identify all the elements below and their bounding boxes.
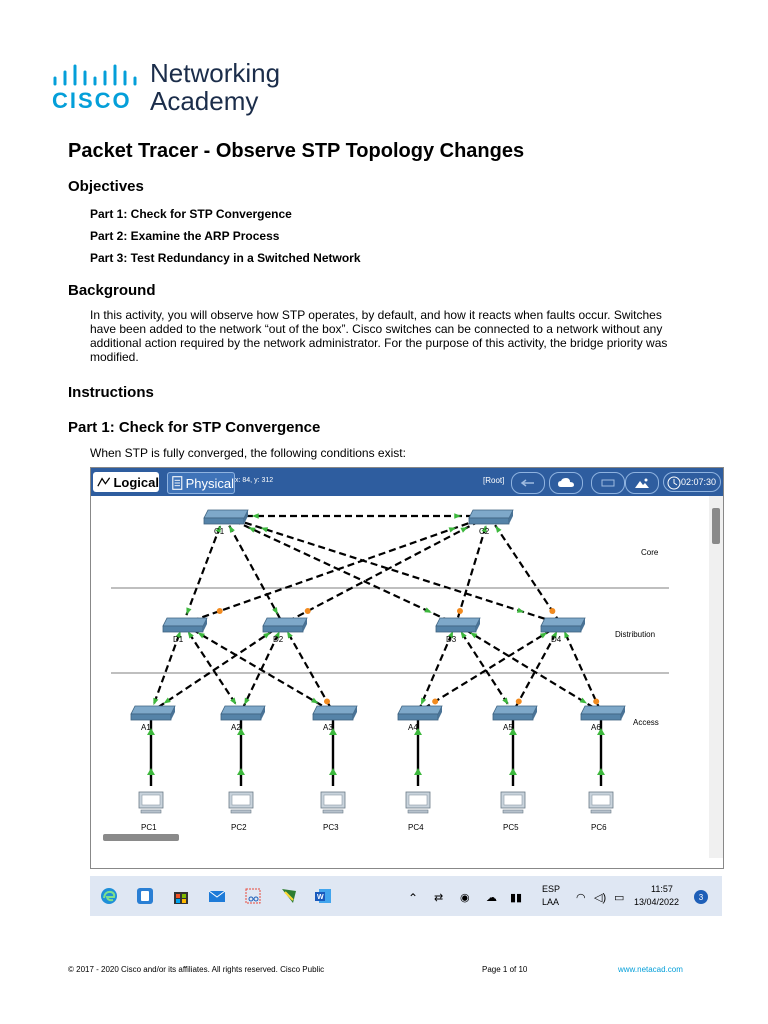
notification-count: 3 — [698, 892, 704, 902]
forwarding-port-marker — [414, 768, 422, 775]
store-icon[interactable] — [170, 885, 192, 907]
pc-3[interactable] — [321, 792, 345, 832]
wifi-icon[interactable]: ◠ — [576, 892, 586, 904]
forwarding-port-marker — [597, 768, 605, 775]
link-d1-a3 — [183, 624, 333, 712]
edge-icon[interactable] — [98, 885, 120, 907]
cisco-bars-icon — [52, 64, 144, 86]
pc-1[interactable] — [139, 792, 163, 832]
show-hidden-icons-chevron-icon[interactable]: ⌃ — [408, 891, 419, 905]
logo-academy: Academy — [150, 86, 259, 116]
blank-button[interactable] — [591, 472, 625, 494]
background-line-4: modified. — [90, 350, 139, 364]
snipping-tool-icon[interactable] — [242, 885, 264, 907]
meter-icon[interactable]: ▮▮ — [510, 892, 523, 904]
language-bottom[interactable]: LAA — [542, 897, 560, 907]
objective-part-3: Part 3: Test Redundancy in a Switched Network — [90, 251, 361, 265]
logical-label: Logical — [113, 474, 159, 490]
forwarding-port-marker — [198, 633, 205, 639]
forwarding-port-marker — [421, 698, 426, 705]
switch-label: D2 — [273, 635, 284, 644]
switch-d1[interactable] — [163, 618, 207, 644]
layer-label-core: Core — [641, 548, 659, 557]
switch-d4[interactable] — [541, 618, 585, 644]
pc-6[interactable] — [589, 792, 613, 832]
root-label: [Root] — [483, 476, 505, 485]
horizontal-scroll-thumb[interactable] — [103, 834, 179, 841]
blocking-port-marker — [432, 698, 438, 704]
forwarding-port-marker — [424, 607, 431, 612]
switch-label: A2 — [231, 723, 241, 732]
forwarding-port-marker — [261, 527, 268, 532]
network-links — [151, 516, 601, 786]
switch-c1[interactable] — [204, 510, 248, 536]
blocking-port-marker — [593, 698, 599, 704]
blocking-port-marker — [217, 608, 223, 614]
cloud-icon — [557, 477, 575, 489]
objectives-heading: Objectives — [68, 178, 144, 195]
switch-a3[interactable] — [313, 706, 357, 732]
cursor-coordinates: x: 84, y: 312 — [235, 477, 274, 484]
viewport-button[interactable] — [625, 472, 659, 494]
forwarding-port-marker — [248, 527, 255, 532]
forwarding-port-marker — [153, 698, 158, 705]
layer-label-access: Access — [633, 718, 659, 727]
pc-label: PC5 — [503, 823, 519, 832]
svg-text:W: W — [317, 894, 324, 901]
objective-part-1: Part 1: Check for STP Convergence — [90, 207, 292, 221]
link-d4-a4 — [418, 624, 561, 712]
packet-tracer-logo — [279, 886, 299, 906]
footer-copyright: © 2017 - 2020 Cisco and/or its affiliates. All rights reserved. Cisco Public — [68, 965, 325, 974]
link-d3-a6 — [456, 624, 601, 712]
blocking-port-marker — [324, 698, 330, 704]
link-c1-d3 — [224, 516, 456, 624]
language-top[interactable]: ESP — [542, 884, 561, 894]
switch-d3[interactable] — [436, 618, 480, 644]
switch-label: A6 — [591, 723, 601, 732]
forwarding-port-marker — [272, 607, 278, 614]
phone-link-logo — [135, 886, 155, 906]
blocking-port-marker — [305, 608, 311, 614]
back-button[interactable] — [511, 472, 545, 494]
link-c2-d4 — [489, 516, 561, 624]
switch-label: A3 — [323, 723, 333, 732]
switch-label: D1 — [173, 635, 184, 644]
mountain-icon — [634, 477, 650, 489]
forwarding-port-marker — [229, 525, 235, 532]
cloud-button[interactable] — [549, 472, 583, 494]
windows-taskbar — [90, 876, 722, 916]
switch-label: D4 — [551, 635, 562, 644]
layer-label-distribution: Distribution — [615, 630, 656, 639]
forwarding-port-marker — [495, 526, 501, 533]
blocking-port-marker — [457, 608, 463, 614]
link-c2-d1 — [183, 516, 489, 624]
clock-time: 02:07:30 — [680, 477, 716, 487]
word-logo — [313, 886, 333, 906]
forwarding-port-marker — [517, 608, 524, 613]
volume-icon[interactable]: ◁) — [594, 892, 607, 904]
switch-label: A5 — [503, 723, 513, 732]
snipping-logo — [243, 886, 263, 906]
forwarding-port-marker — [329, 768, 337, 775]
word-icon[interactable] — [312, 885, 334, 907]
switch-label: A4 — [408, 723, 418, 732]
taskbar-date[interactable]: 13/04/2022 — [634, 897, 680, 907]
network-topology — [91, 496, 709, 851]
logical-view-button[interactable] — [93, 472, 159, 492]
forwarding-port-marker — [252, 513, 259, 518]
cisco-networking-academy-logo — [52, 58, 312, 118]
pc-label: PC4 — [408, 823, 424, 832]
switch-a1[interactable] — [131, 706, 175, 732]
background-line-3: additional action required by the network administrator. For the purpose of this activity, the bridge priority was — [90, 336, 668, 350]
pc-4[interactable] — [406, 792, 430, 832]
forwarding-port-marker — [147, 768, 155, 775]
pc-2[interactable] — [229, 792, 253, 832]
forwarding-port-marker — [454, 513, 461, 518]
switch-c2[interactable] — [469, 510, 513, 536]
phone-link-icon[interactable] — [134, 885, 156, 907]
forwarding-port-marker — [186, 607, 191, 614]
rectangle-icon — [601, 478, 615, 488]
physical-label: Physical — [185, 475, 234, 491]
part1-heading: Part 1: Check for STP Convergence — [68, 419, 321, 436]
link-d1-a2 — [183, 624, 241, 712]
physical-icon — [171, 475, 184, 491]
switch-a2[interactable] — [221, 706, 265, 732]
store-logo — [171, 886, 191, 906]
forwarding-port-marker — [244, 698, 249, 705]
edge-logo — [99, 886, 119, 906]
switch-a6[interactable] — [581, 706, 625, 732]
instructions-heading: Instructions — [68, 384, 154, 401]
pc-label: PC1 — [141, 823, 157, 832]
background-line-1: In this activity, you will observe how STP operates, by default, and how it reacts when faults occur. Switches — [90, 308, 662, 322]
switch-label: A1 — [141, 723, 151, 732]
pt-toolbar — [91, 468, 723, 496]
packet-tracer-app-icon[interactable] — [278, 885, 300, 907]
physical-view-button[interactable] — [167, 472, 235, 494]
objective-part-2: Part 2: Examine the ARP Process — [90, 229, 280, 243]
cisco-wordmark: CISCO — [52, 88, 132, 113]
blocking-port-marker — [516, 698, 522, 704]
switch-a5[interactable] — [493, 706, 537, 732]
forwarding-port-marker — [237, 768, 245, 775]
pc-label: PC2 — [231, 823, 247, 832]
mail-logo — [207, 886, 227, 906]
network-transfer-icon[interactable]: ⇄ — [434, 892, 444, 904]
footer-url-link[interactable]: www.netacad.com — [618, 965, 683, 974]
clock-icon — [667, 476, 681, 490]
battery-icon[interactable]: ▭ — [614, 892, 625, 904]
logo-networking: Networking — [150, 58, 281, 88]
vertical-scrollbar[interactable] — [709, 496, 723, 858]
pc-5[interactable] — [501, 792, 525, 832]
switch-label: C2 — [479, 527, 490, 536]
packet-tracer-screenshot — [90, 467, 724, 869]
switch-a4[interactable] — [398, 706, 442, 732]
link-c2-d2 — [283, 516, 489, 624]
notification-badge[interactable] — [694, 890, 708, 904]
vertical-scroll-thumb[interactable] — [712, 508, 720, 544]
back-arrow-icon — [519, 478, 537, 488]
page-title: Packet Tracer - Observe STP Topology Changes — [68, 140, 525, 162]
background-line-2: have been added to the network “out of the box”. Cisco switches can be connected to a network without any — [90, 322, 663, 336]
switch-label: C1 — [214, 527, 225, 536]
part1-intro: When STP is fully converged, the following conditions exist: — [90, 446, 406, 460]
pc-label: PC3 — [323, 823, 339, 832]
footer-page-number: Page 1 of 10 — [482, 965, 528, 974]
onedrive-icon[interactable]: ☁ — [486, 892, 497, 904]
link-d2-a3 — [283, 624, 333, 712]
forwarding-port-marker — [449, 527, 456, 532]
pc-label: PC6 — [591, 823, 607, 832]
link-d3-a5 — [456, 624, 513, 712]
switch-d2[interactable] — [263, 618, 307, 644]
forwarding-port-marker — [509, 768, 517, 775]
simulation-clock — [663, 472, 721, 492]
logical-icon — [97, 475, 110, 489]
taskbar-time[interactable]: 11:57 — [651, 884, 673, 894]
network-devices — [131, 510, 625, 832]
forwarding-port-marker — [311, 698, 318, 704]
background-heading: Background — [68, 282, 156, 299]
tray-app-icon[interactable]: ◉ — [460, 892, 470, 904]
blocking-port-marker — [549, 608, 555, 614]
mail-icon[interactable] — [206, 885, 228, 907]
forwarding-port-marker — [460, 527, 467, 533]
switch-label: D3 — [446, 635, 457, 644]
